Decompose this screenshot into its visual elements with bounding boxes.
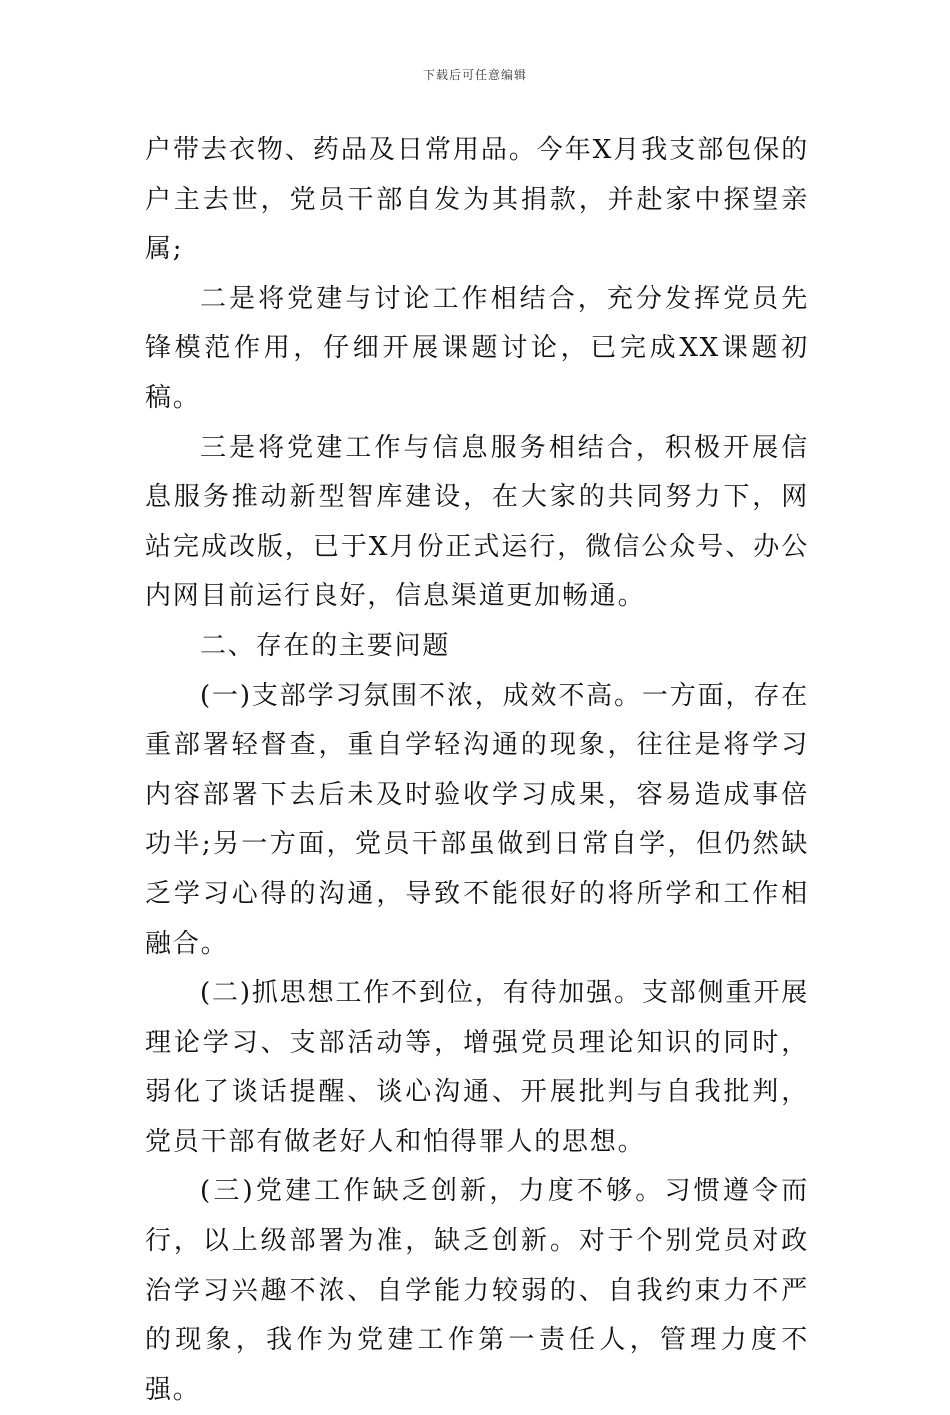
document-body <box>145 126 809 1415</box>
paragraph-problem-one: (一)支部学习氛围不浓，成效不高。一方面，存在重部署轻督查，重自学轻沟通的现象，往往是将学习内容部署下去后未及时验收学习成果，容易造成事倍功半;另一方面，党员干部虽做到日常自学，但仍然缺乏学习心得的沟通，导致不能很好的将所学和工作相融合。 <box>145 680 809 959</box>
paragraph-point-two: 二是将党建与讨论工作相结合，充分发挥党员先锋模范作用，仔细开展课题讨论，已完成XX课题初稿。 <box>145 283 809 413</box>
header-note: 下载后可任意编辑 <box>422 68 527 82</box>
paragraph-continuation: 户带去衣物、药品及日常用品。今年X月我支部包保的户主去世，党员干部自发为其捐款，并赴家中探望亲属; <box>145 135 809 265</box>
paragraph-problem-two: (二)抓思想工作不到位，有待加强。支部侧重开展理论学习、支部活动等，增强党员理论知识的同时，弱化了谈话提醒、谈心沟通、开展批判与自我批判，党员干部有做老好人和怕得罪人的思想。 <box>145 978 809 1157</box>
section-heading-problems: 二、存在的主要问题 <box>200 630 451 661</box>
paragraph-problem-three: (三)党建工作缺乏创新，力度不够。习惯遵令而行，以上级部署为准，缺乏创新。对于个别党员对政治学习兴趣不浓、自学能力较弱的、自我约束力不严的现象，我作为党建工作第一责任人，管理力度不强。 <box>145 1176 809 1405</box>
paragraph-point-three: 三是将党建工作与信息服务相结合，积极开展信息服务推动新型智库建设，在大家的共同努力下，网站完成改版，已于X月份正式运行，微信公众号、办公内网目前运行良好，信息渠道更加畅通。 <box>145 432 809 612</box>
